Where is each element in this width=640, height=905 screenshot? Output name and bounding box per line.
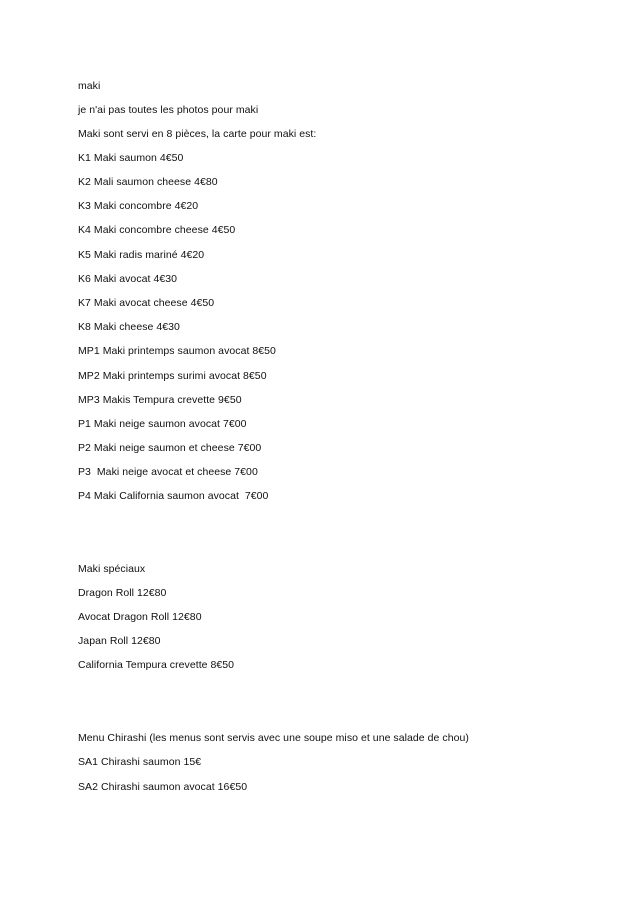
menu-item: K3 Maki concombre 4€20 bbox=[78, 200, 199, 212]
document-title: maki bbox=[78, 80, 101, 92]
menu-item: K5 Maki radis mariné 4€20 bbox=[78, 249, 205, 261]
menu-item: Japan Roll 12€80 bbox=[78, 635, 161, 647]
menu-item: K6 Maki avocat 4€30 bbox=[78, 273, 178, 285]
menu-item: K4 Maki concombre cheese 4€50 bbox=[78, 224, 236, 236]
menu-item: K2 Mali saumon cheese 4€80 bbox=[78, 176, 218, 188]
menu-item: P4 Maki California saumon avocat 7€00 bbox=[78, 490, 269, 502]
menu-item: MP2 Maki printemps surimi avocat 8€50 bbox=[78, 370, 267, 382]
menu-item: MP1 Maki printemps saumon avocat 8€50 bbox=[78, 345, 276, 357]
menu-item: P3 Maki neige avocat et cheese 7€00 bbox=[78, 466, 258, 478]
menu-item: K8 Maki cheese 4€30 bbox=[78, 321, 180, 333]
section-heading-special: Maki spéciaux bbox=[78, 563, 146, 575]
menu-item: P1 Maki neige saumon avocat 7€00 bbox=[78, 418, 247, 430]
menu-item: SA2 Chirashi saumon avocat 16€50 bbox=[78, 781, 248, 793]
menu-item: K7 Maki avocat cheese 4€50 bbox=[78, 297, 215, 309]
menu-item: Avocat Dragon Roll 12€80 bbox=[78, 611, 202, 623]
menu-item: SA1 Chirashi saumon 15€ bbox=[78, 756, 202, 768]
menu-item: California Tempura crevette 8€50 bbox=[78, 659, 235, 671]
intro-text: je n'ai pas toutes les photos pour maki bbox=[78, 104, 259, 116]
menu-item: MP3 Makis Tempura crevette 9€50 bbox=[78, 394, 242, 406]
menu-item: K1 Maki saumon 4€50 bbox=[78, 152, 184, 164]
menu-item: P2 Maki neige saumon et cheese 7€00 bbox=[78, 442, 262, 454]
menu-item: Dragon Roll 12€80 bbox=[78, 587, 167, 599]
section-heading-chirashi: Menu Chirashi (les menus sont servis avec une soupe miso et une salade de chou) bbox=[78, 732, 469, 744]
serving-note: Maki sont servi en 8 pièces, la carte pour maki est: bbox=[78, 128, 317, 140]
